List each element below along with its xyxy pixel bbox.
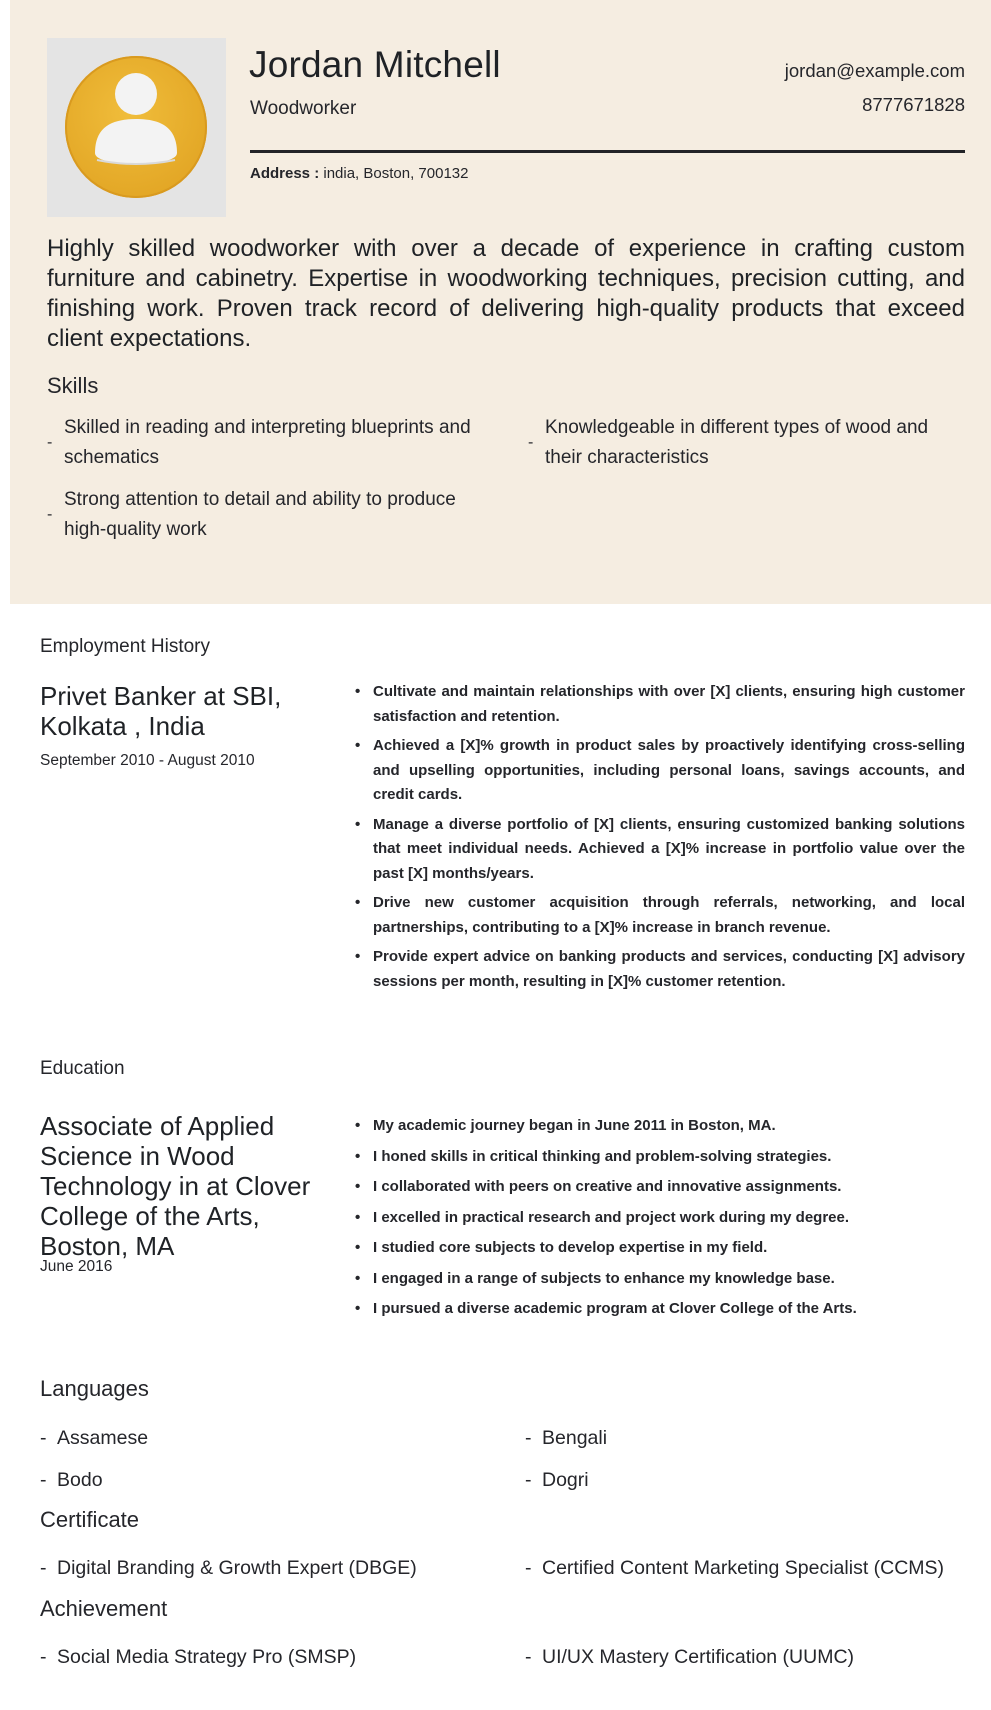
skill-item: - Skilled in reading and interpreting blueprints and schematics bbox=[47, 417, 471, 468]
skill-item: - Strong attention to detail and ability to produce high-quality work bbox=[47, 489, 456, 540]
dash-bullet: - bbox=[528, 434, 534, 451]
dash-bullet: - bbox=[525, 1469, 532, 1491]
achievement-heading: Achievement bbox=[40, 1596, 168, 1621]
list-item: • I pursued a diverse academic program at Clover College of the Arts. bbox=[355, 1294, 965, 1325]
list-item: • Manage a diverse portfolio of [X] clients, ensuring customized banking solutions that meet individual needs. Achieved a [X]% increase in portfolio value over the past [X] months/years. bbox=[355, 813, 965, 887]
dash-bullet: - bbox=[40, 1646, 47, 1668]
job-title: Woodworker bbox=[250, 98, 357, 119]
dash-bullet: - bbox=[40, 1469, 47, 1491]
dash-bullet: - bbox=[40, 1557, 47, 1579]
job-entry-title: Privet Banker at SBI, Kolkata , India bbox=[40, 681, 282, 741]
dash-bullet: - bbox=[525, 1427, 532, 1449]
job-responsibilities bbox=[355, 680, 965, 999]
header-divider bbox=[250, 150, 965, 153]
list-item: • I honed skills in critical thinking and problem-solving strategies. bbox=[355, 1142, 965, 1173]
dash-bullet: - bbox=[47, 506, 53, 523]
achievement-item: - UI/UX Mastery Certification (UUMC) bbox=[525, 1643, 965, 1671]
certificate-item: - Digital Branding & Growth Expert (DBGE) bbox=[40, 1554, 525, 1582]
list-item: • Cultivate and maintain relationships with over [X] clients, ensuring high customer satisfaction and retention. bbox=[355, 680, 965, 729]
language-item: - Bodo bbox=[40, 1466, 525, 1494]
list-item: • I engaged in a range of subjects to enhance my knowledge base. bbox=[355, 1264, 965, 1295]
language-item: - Bengali bbox=[525, 1424, 965, 1452]
list-item: • Achieved a [X]% growth in product sales by proactively identifying cross-selling and upselling opportunities, including personal loans, savings accounts, and credit cards. bbox=[355, 734, 965, 808]
skill-item: - Knowledgeable in different types of wood and their characteristics bbox=[528, 417, 929, 468]
phone-number: 8777671828 bbox=[862, 94, 965, 115]
language-item: - Dogri bbox=[525, 1466, 965, 1494]
address-label: Address : bbox=[250, 165, 320, 182]
profile-summary: Highly skilled woodworker with over a decade of experience in crafting custom furniture and cabinetry. Expertise in woodworking techniques, precision cutting, and finishing work. Proven track record of delivering high-quality products that exceed client expectations. bbox=[47, 235, 965, 352]
profile-photo bbox=[47, 38, 226, 217]
dash-bullet: - bbox=[525, 1557, 532, 1579]
job-entry-date: September 2010 - August 2010 bbox=[40, 752, 255, 769]
education-details bbox=[355, 1111, 965, 1325]
list-item: • Drive new customer acquisition through referrals, networking, and local partnerships, contributing to a [X]% increase in branch revenue. bbox=[355, 891, 965, 940]
skills-list bbox=[47, 413, 965, 545]
dash-bullet: - bbox=[47, 434, 53, 451]
contact-info bbox=[785, 54, 965, 122]
email-link[interactable]: jordan@example.com bbox=[784, 60, 965, 81]
list-item: • I collaborated with peers on creative and innovative assignments. bbox=[355, 1172, 965, 1203]
languages-list bbox=[40, 1424, 965, 1494]
address bbox=[250, 165, 468, 182]
address-value: india, Boston, 700132 bbox=[319, 165, 469, 182]
education-entry-date: June 2016 bbox=[40, 1258, 113, 1275]
list-item: • Provide expert advice on banking products and services, conducting [X] advisory sessions per month, resulting in [X]% customer retention. bbox=[355, 945, 965, 994]
dash-bullet: - bbox=[525, 1646, 532, 1668]
skills-heading: Skills bbox=[47, 373, 99, 398]
languages-heading: Languages bbox=[40, 1376, 149, 1401]
candidate-name: Jordan Mitchell bbox=[249, 44, 501, 85]
achievement-item: - Social Media Strategy Pro (SMSP) bbox=[40, 1643, 525, 1671]
education-heading: Education bbox=[40, 1058, 125, 1079]
list-item: • I excelled in practical research and project work during my degree. bbox=[355, 1203, 965, 1234]
achievement-list bbox=[40, 1643, 965, 1671]
list-item: • My academic journey began in June 2011 in Boston, MA. bbox=[355, 1111, 965, 1142]
user-avatar-icon bbox=[47, 38, 226, 217]
certificate-item: - Certified Content Marketing Specialist (CCMS) bbox=[525, 1554, 965, 1582]
education-entry-title: Associate of Applied Science in Wood Technology in at Clover College of the Arts, Boston, MA bbox=[40, 1111, 311, 1261]
certificate-list bbox=[40, 1554, 965, 1582]
dash-bullet: - bbox=[40, 1427, 47, 1449]
language-item: - Assamese bbox=[40, 1424, 525, 1452]
employment-heading: Employment History bbox=[40, 636, 210, 657]
certificate-heading: Certificate bbox=[40, 1507, 140, 1532]
list-item: • I studied core subjects to develop expertise in my field. bbox=[355, 1233, 965, 1264]
